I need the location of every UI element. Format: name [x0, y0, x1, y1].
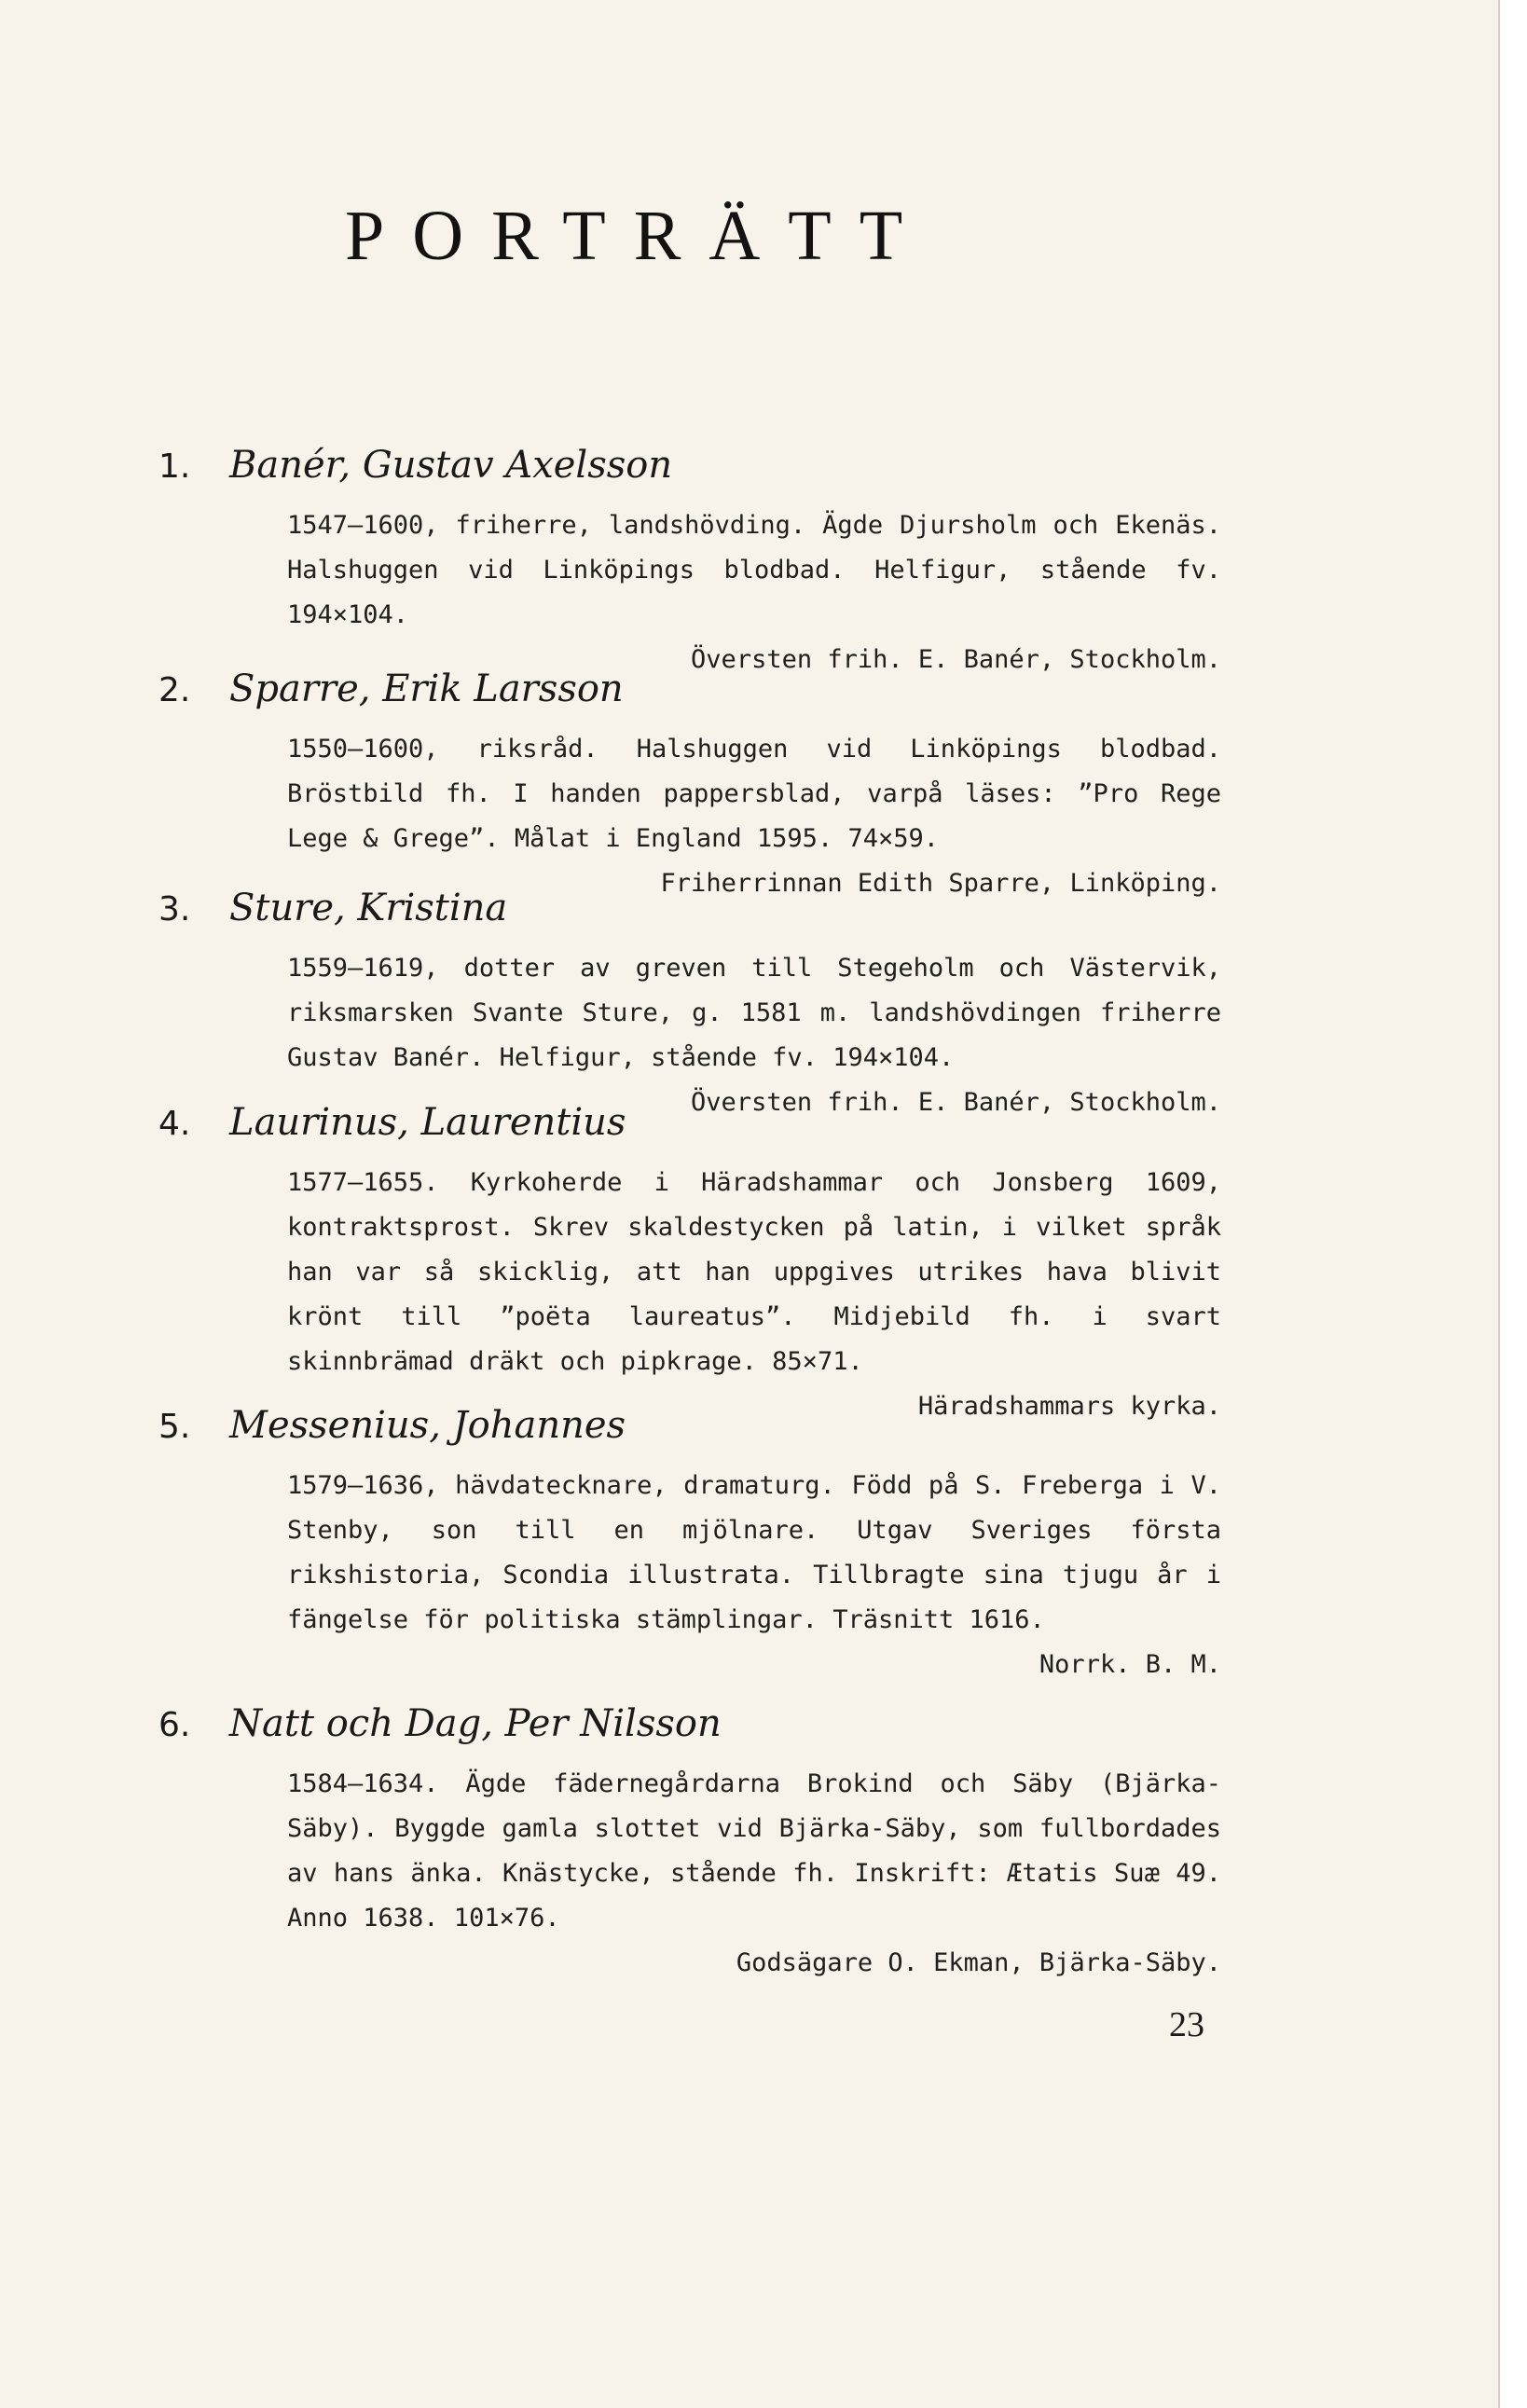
entry-heading — [158, 1702, 1231, 1762]
catalog-entry-1 — [158, 444, 1231, 682]
entry-heading — [158, 887, 1231, 946]
entry-number: 3. — [158, 890, 191, 929]
page-number: 23 — [1169, 2005, 1204, 2044]
entry-name: Natt och Dag, Per Nilsson — [229, 1702, 722, 1745]
entry-description: 1547—1600, friherre, landshövding. Ägde Djursholm och Ekenäs. Halshuggen vid Linköpings blodbad. Helfigur, stående fv. 194×104. — [287, 511, 1221, 629]
entry-description: 1550—1600, riksråd. Halshuggen vid Linköpings blodbad. Bröstbild fh. I handen pappersblad, varpå läses: ”Pro Rege Lege & Grege”. Målat i England 1595. 74×59. — [287, 735, 1221, 853]
entry-description: 1577—1655. Kyrkoherde i Häradshammar och Jonsberg 1609, kontraktsprost. Skrev skaldestycken på latin, i vilket språk han var så skicklig, att han uppgives utrikes hava blivit krönt till ”poëta laureatus”. Midjebild fh. i svart skinnbrämad dräkt och pipkrage. 85×71. — [287, 1168, 1221, 1376]
catalog-entry-2 — [158, 667, 1231, 906]
entry-owner: Översten frih. E. Banér, Stockholm. — [691, 645, 1221, 674]
entry-number: 4. — [158, 1105, 191, 1143]
catalog-entry-3 — [158, 887, 1231, 1125]
entry-owner: Översten frih. E. Banér, Stockholm. — [691, 1088, 1221, 1117]
entry-name: Laurinus, Laurentius — [229, 1101, 626, 1144]
entry-description: 1579—1636, hävdatecknare, dramaturg. Född på S. Freberga i V. Stenby, son till en mjölnare. Utgav Sveriges första rikshistoria, Scondia illustrata. Tillbragte sina tjugu år i fängelse för politiska stämplingar. Träsnitt 1616. — [287, 1471, 1221, 1634]
entry-name: Sture, Kristina — [229, 887, 508, 929]
entry-owner: Norrk. B. M. — [1039, 1650, 1221, 1679]
entry-heading — [158, 667, 1231, 727]
scan-margin — [1500, 0, 1527, 2408]
entry-number: 6. — [158, 1706, 191, 1744]
entry-name: Sparre, Erik Larsson — [229, 667, 624, 710]
entry-description: 1584—1634. Ägde fädernegårdarna Brokind och Säby (Bjärka-Säby). Byggde gamla slottet vid Bjärka-Säby, som fullbordades av hans änka. Knästycke, stående fh. Inskrift: Ætatis Suæ 49. Anno 1638. 101×76. — [287, 1769, 1221, 1933]
page-title: PORTRÄTT — [345, 197, 931, 275]
entry-owner: Häradshammars kyrka. — [917, 1392, 1221, 1421]
entry-heading — [158, 444, 1231, 503]
entry-number: 1. — [158, 447, 191, 486]
entry-description: 1559—1619, dotter av greven till Stegeholm och Västervik, riksmarsken Svante Sture, g. 1581 m. landshövdingen friherre Gustav Banér. Helfigur, stående fv. 194×104. — [287, 954, 1221, 1072]
catalog-entry-6 — [158, 1702, 1231, 1986]
entry-owner: Godsägare O. Ekman, Bjärka-Säby. — [736, 1948, 1221, 1977]
entry-number: 2. — [158, 671, 191, 709]
entry-name: Banér, Gustav Axelsson — [229, 444, 673, 487]
entry-owner: Friherrinnan Edith Sparre, Linköping. — [660, 869, 1221, 898]
entry-number: 5. — [158, 1408, 191, 1446]
entry-name: Messenius, Johannes — [229, 1404, 626, 1447]
